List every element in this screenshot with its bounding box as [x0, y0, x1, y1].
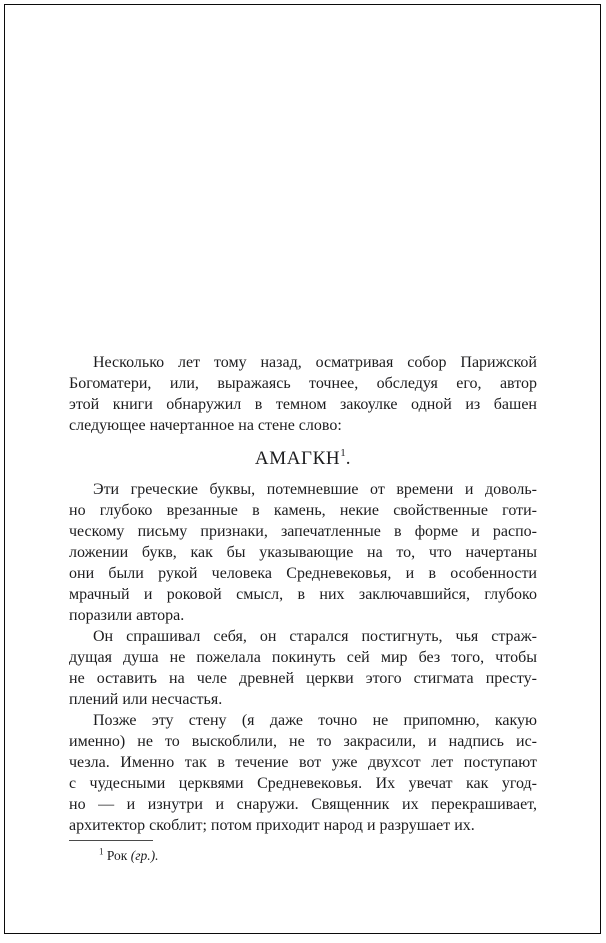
- footnote: [69, 847, 537, 864]
- text-line: мрачный и роковой смысл, в них заключавшийся, глубоко: [69, 586, 537, 603]
- text-line: они были рукой человека Средневековья, и в особенности: [69, 565, 537, 582]
- text-line: следующее начертанное на стене слово:: [69, 417, 342, 434]
- text-line: Богоматери, или, выражаясь точнее, обследуя его, автор: [69, 375, 537, 392]
- text-line: ложении букв, как бы указывающие на то, что начертаны: [69, 544, 537, 561]
- text-line: с чудесными церквями Средневековья. Их увечат как угод-: [69, 775, 537, 792]
- text-line: Позже эту стену (я даже точно не припомню, какую: [93, 712, 537, 729]
- text-line: не оставить на челе древней церкви этого стигмата престу-: [69, 670, 537, 687]
- text-line: именно) не то выскоблили, не то закрасили, и надпись ис-: [69, 733, 537, 750]
- inscription-line: [69, 448, 537, 469]
- text-line: плений или несчастья.: [69, 691, 223, 708]
- text-line: Он спрашивал себя, он старался постигнуть, чья страж-: [93, 628, 537, 645]
- footnote-word: Рок: [103, 848, 131, 863]
- following-paragraphs: [69, 479, 537, 836]
- text-line: ческому письму признаки, запечатленные в форме и распо-: [69, 523, 537, 540]
- page-text: [69, 352, 537, 836]
- paragraph: [69, 626, 537, 710]
- footnote-reference: 1: [340, 446, 346, 459]
- paragraph: [69, 479, 537, 626]
- text-line: Несколько лет тому назад, осматривая собор Парижской: [93, 354, 537, 371]
- paragraph: [69, 710, 537, 836]
- inscription-word: АМАГКН: [254, 448, 341, 469]
- footnote-separator: [69, 840, 153, 841]
- text-line: архитектор скоблит; потом приходит народ и разрушает их.: [69, 817, 475, 834]
- text-line: поразили автора.: [69, 607, 185, 624]
- inscription-period: .: [345, 448, 352, 469]
- text-line: чезла. Именно так в течение вот уже двухсот лет поступают: [69, 754, 537, 771]
- text-line: этой книги обнаружил в темном закоулке одной из башен: [69, 396, 537, 413]
- paragraph: [69, 352, 537, 436]
- footnote-origin: (гр.).: [130, 848, 159, 863]
- footnote-area: [69, 840, 537, 864]
- text-line: дущая душа не пожелала покинуть сей мир без того, чтобы: [69, 649, 537, 666]
- opening-paragraphs: [69, 352, 537, 436]
- text-line: но глубоко врезанные в камень, некие свойственные готи-: [69, 502, 537, 519]
- text-line: Эти греческие буквы, потемневшие от времени и доволь-: [93, 481, 537, 498]
- text-line: но — и изнутри и снаружи. Священник их перекрашивает,: [69, 796, 537, 813]
- footnote-marker: 1: [99, 846, 104, 857]
